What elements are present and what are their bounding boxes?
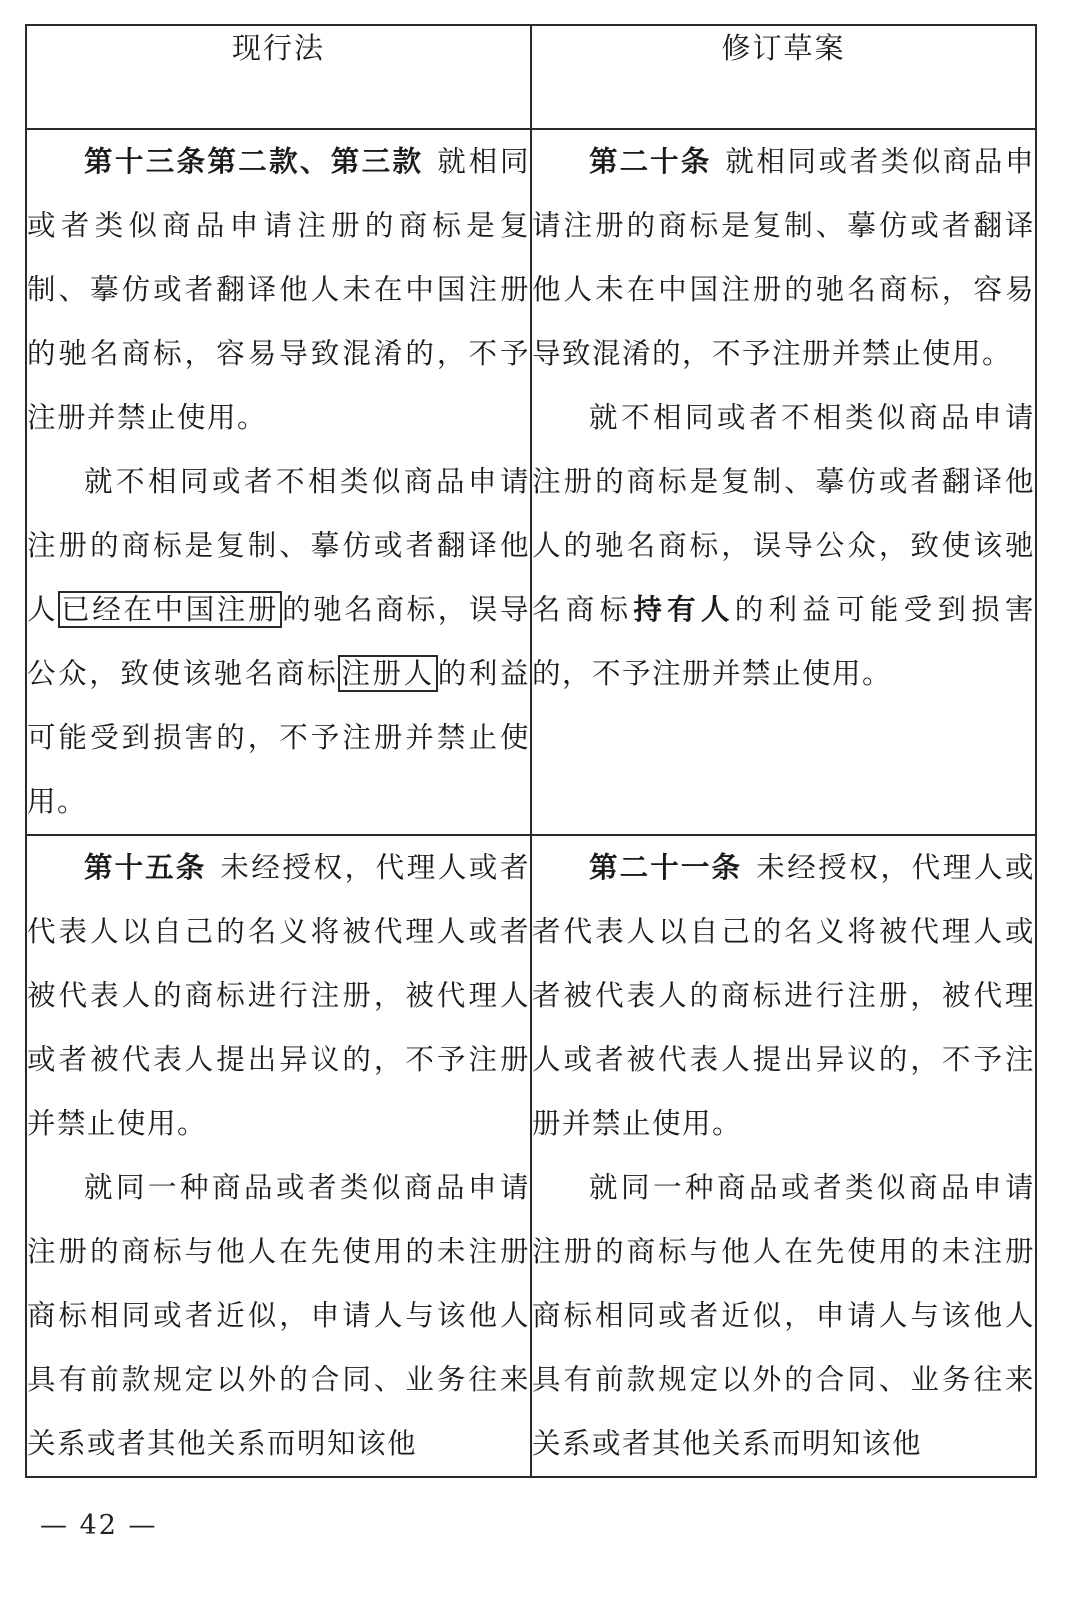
- boxed-text: 已经在中国注册: [58, 591, 282, 628]
- paragraph-text: 就相同或者类似商品申请注册的商标是复制、摹仿或者翻译他人未在中国注册的驰名商标，容易导致混淆的，不予注册并禁止使用。: [27, 145, 530, 434]
- comparison-table: [25, 24, 1037, 1478]
- table-row: [26, 129, 1036, 835]
- paragraph: [532, 386, 1035, 706]
- paragraph-text: 就同一种商品或者类似商品申请注册的商标与他人在先使用的未注册商标相同或者近似，申请人与该他人具有前款规定以外的合同、业务往来关系或者其他关系而明知该他: [532, 1171, 1035, 1460]
- paragraph: [532, 130, 1035, 386]
- article-heading: 第二十条: [589, 145, 712, 178]
- page-number: — 42 —: [40, 1510, 158, 1541]
- table-header-row: [26, 25, 1036, 129]
- article-heading: 第二十一条: [589, 851, 743, 884]
- paragraph-text: 的利益可能受到损害的，不予注册并禁止使用。: [27, 657, 530, 818]
- paragraph-text: 就不相同或者不相类似商品申请注册的商标是复制、摹仿或者翻译他人: [27, 465, 530, 626]
- paragraph-text: 未经授权，代理人或者代表人以自己的名义将被代理人或者被代表人的商标进行注册，被代理人或者被代表人提出异议的，不予注册并禁止使用。: [532, 851, 1035, 1140]
- paragraph-text: 就不相同或者不相类似商品申请注册的商标是复制、摹仿或者翻译他人的驰名商标，误导公众，致使该驰名商标: [532, 401, 1035, 626]
- article-heading: 第十五条: [84, 851, 207, 884]
- paragraph-text: 的利益可能受到损害的，不予注册并禁止使用。: [532, 593, 1035, 690]
- paragraph: [27, 450, 530, 834]
- paragraph: [27, 1156, 530, 1476]
- revised-draft-cell: [531, 129, 1036, 835]
- column-header-current-law: 现行法: [26, 25, 531, 129]
- article-heading: 第十三条第二款、第三款: [84, 145, 424, 178]
- paragraph: [532, 836, 1035, 1156]
- column-header-revised-draft: 修订草案: [531, 25, 1036, 129]
- paragraph-text: 就同一种商品或者类似商品申请注册的商标与他人在先使用的未注册商标相同或者近似，申请人与该他人具有前款规定以外的合同、业务往来关系或者其他关系而明知该他: [27, 1171, 530, 1460]
- table-row: [26, 835, 1036, 1477]
- paragraph: [27, 836, 530, 1156]
- paragraph-text: 未经授权，代理人或者代表人以自己的名义将被代理人或者被代表人的商标进行注册，被代理人或者被代表人提出异议的，不予注册并禁止使用。: [27, 851, 530, 1140]
- revised-draft-cell: [531, 835, 1036, 1477]
- current-law-cell: [26, 835, 531, 1477]
- paragraph-text: 就相同或者类似商品申请注册的商标是复制、摹仿或者翻译他人未在中国注册的驰名商标，容易导致混淆的，不予注册并禁止使用。: [532, 145, 1035, 370]
- paragraph-text: 的驰名商标，误导公众，致使该驰名商标: [27, 593, 530, 690]
- bold-text: 持有人: [633, 593, 735, 626]
- paragraph: [532, 1156, 1035, 1476]
- current-law-cell: [26, 129, 531, 835]
- paragraph: [27, 130, 530, 450]
- boxed-text: 注册人: [338, 655, 437, 692]
